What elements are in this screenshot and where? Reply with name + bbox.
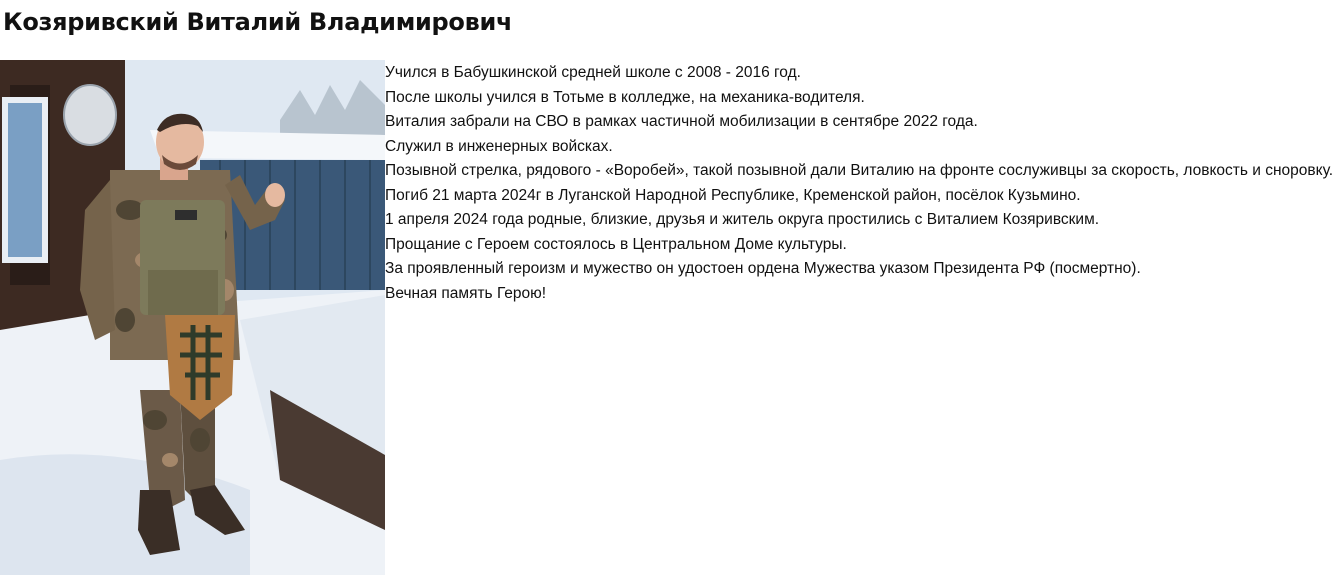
hero-name-heading: Козяривский Виталий Владимирович (3, 8, 513, 36)
bio-line: Погиб 21 марта 2024г в Луганской Народной Республике, Кременской район, посёлок Кузьмино. (385, 186, 1081, 204)
bio-line: 1 апреля 2024 года родные, близкие, друзья и житель округа простились с Виталием Козяривским. (385, 211, 1100, 228)
hero-photo (0, 60, 385, 575)
bio-line: Служил в инженерных войсках. (385, 137, 613, 155)
bio-line: Учился в Бабушкинской средней школе с 2008 - 2016 год. (385, 64, 801, 81)
biography-text (385, 61, 1335, 306)
bio-line: После школы учился в Тотьме в колледже, на механика-водителя. (385, 88, 865, 106)
bio-line: За проявленный героизм и мужество он удостоен ордена Мужества указом Президента РФ (посмертно). (385, 260, 1141, 277)
bio-line: Позывной стрелка, рядового - «Воробей», такой позывной дали Виталию на фронте сослуживцы за скорость, ловкость и сноровку. (385, 162, 1334, 179)
bio-line: Прощание с Героем состоялось в Центральном Доме культуры. (385, 235, 847, 253)
bio-line: Вечная память Герою! (385, 284, 547, 302)
bio-line: Виталия забрали на СВО в рамках частичной мобилизации в сентябре 2022 года. (385, 113, 978, 130)
